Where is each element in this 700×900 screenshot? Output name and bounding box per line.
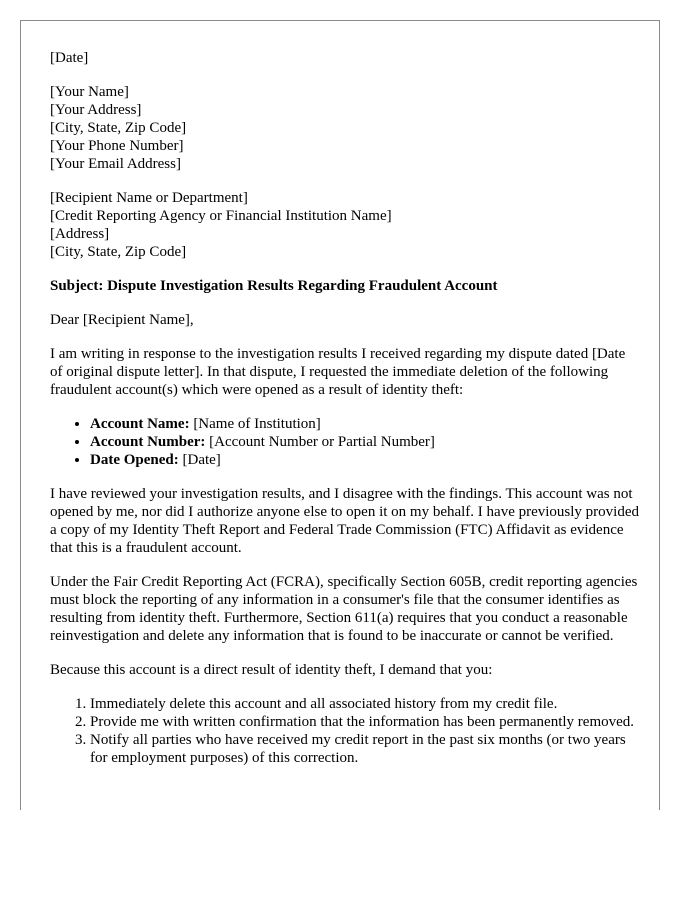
sender-city: [City, State, Zip Code]: [50, 120, 187, 136]
recipient-agency: [Credit Reporting Agency or Financial Institution Name]: [50, 208, 392, 224]
letter-content: [50, 49, 640, 767]
account-details-list: [50, 415, 640, 469]
recipient-city: [City, State, Zip Code]: [50, 244, 187, 260]
demands-list: [50, 695, 640, 767]
account-name-value: [Name of Institution]: [189, 416, 321, 432]
list-item-demand: 1. Immediately delete this account and all associated history from my credit file.: [90, 695, 640, 713]
paragraph-disagreement: I have reviewed your investigation results, and I disagree with the findings. This account was not opened by me, nor did I authorize anyone else to open it on my behalf. I have previously provided a copy of my Identity Theft Report and Federal Trade Commission (FTC) Affidavit as evidence that this is a fraudulent account.: [50, 486, 639, 556]
paragraph-intro: I am writing in response to the investigation results I received regarding my dispute dated [Date of original dispute letter]. In that dispute, I requested the immediate deletion of the following fraudulent account(s) which were opened as a result of identity theft:: [50, 346, 626, 398]
letter-salutation: Dear [Recipient Name],: [50, 312, 194, 328]
recipient-block: [50, 189, 640, 261]
list-item-account-number: [90, 433, 640, 451]
sender-block: [50, 83, 640, 173]
list-item-demand: 3. Notify all parties who have received my credit report in the past six months (or two years for employment purposes) of this correction.: [90, 731, 640, 767]
account-name-label: Account Name:: [90, 416, 190, 432]
paragraph-fcra: Under the Fair Credit Reporting Act (FCRA), specifically Section 605B, credit reporting agencies must block the reporting of any information in a consumer's file that the consumer identifies as resulting from identity theft. Furthermore, Section 611(a) requires that you conduct a reasonable reinvestigation and delete any information that is found to be inaccurate or cannot be verified.: [50, 574, 638, 644]
letter-subject: Subject: Dispute Investigation Results Regarding Fraudulent Account: [50, 278, 498, 294]
sender-phone: [Your Phone Number]: [50, 138, 184, 154]
recipient-address: [Address]: [50, 226, 110, 242]
list-item-account-name: [90, 415, 640, 433]
list-item-demand: 2. Provide me with written confirmation that the information has been permanently removed.: [90, 713, 640, 731]
sender-email: [Your Email Address]: [50, 156, 181, 172]
recipient-name: [Recipient Name or Department]: [50, 190, 248, 206]
sender-name: [Your Name]: [50, 84, 129, 100]
letter-date: [Date]: [50, 50, 89, 66]
paragraph-demand-intro: Because this account is a direct result of identity theft, I demand that you:: [50, 662, 493, 678]
date-opened-value: [Date]: [178, 452, 221, 468]
sender-address: [Your Address]: [50, 102, 142, 118]
account-number-label: Account Number:: [90, 434, 206, 450]
list-item-date-opened: [90, 451, 640, 469]
account-number-value: [Account Number or Partial Number]: [205, 434, 435, 450]
letter-page: [20, 20, 660, 810]
date-opened-label: Date Opened:: [90, 452, 179, 468]
